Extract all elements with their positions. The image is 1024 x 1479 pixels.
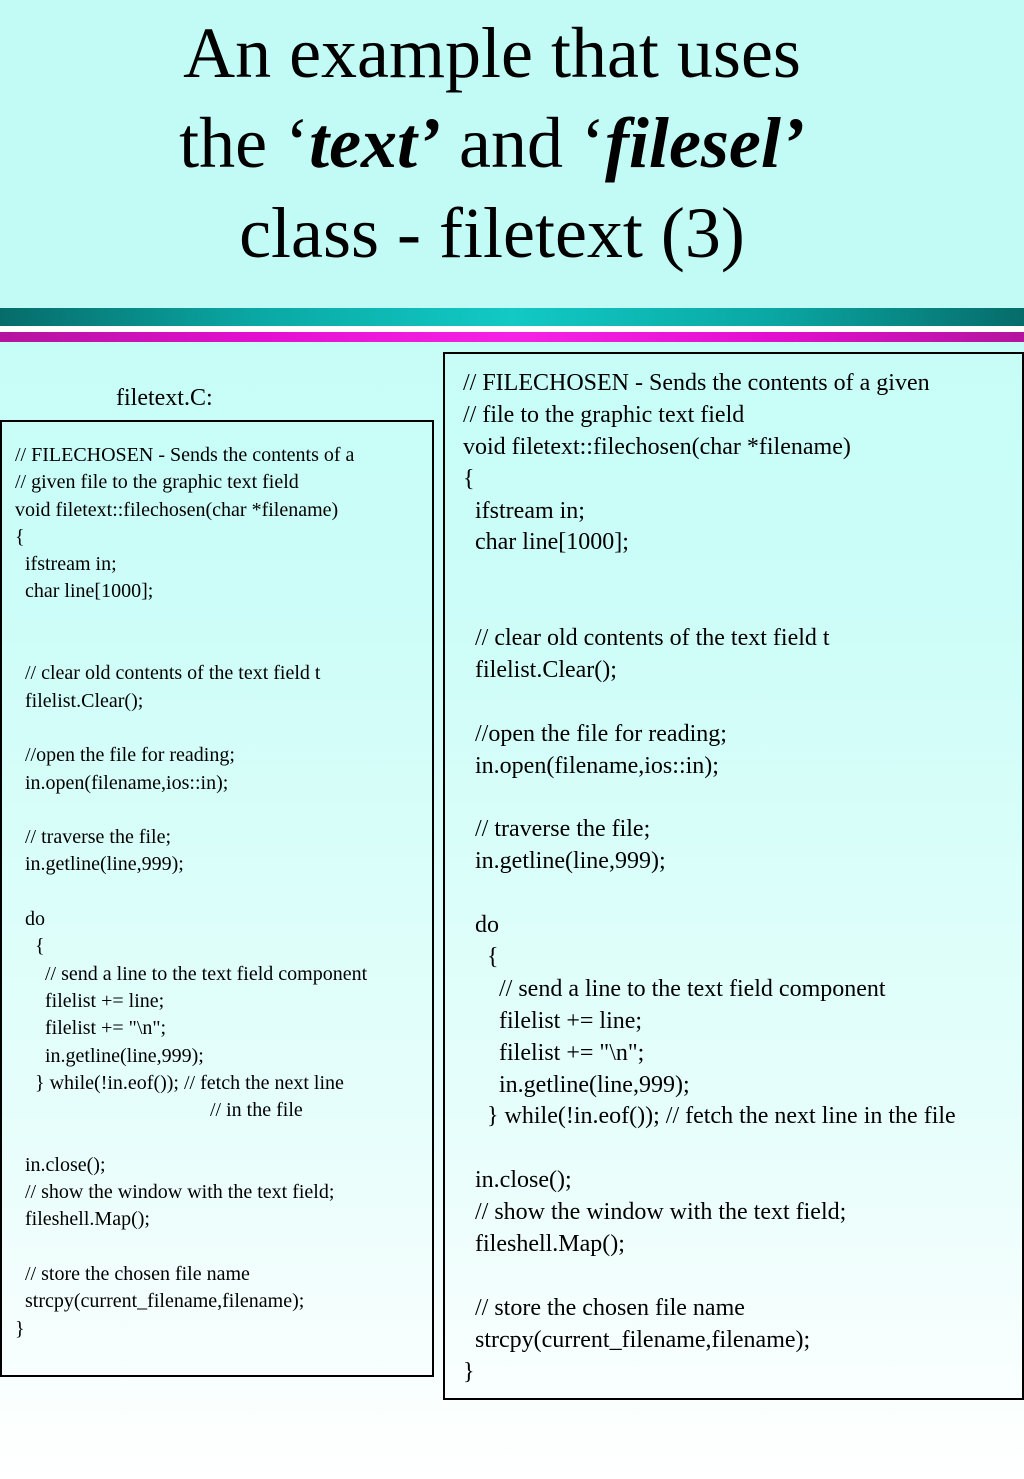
left-code-line: // send a line to the text field component — [15, 962, 368, 985]
left-code-line: { — [15, 935, 45, 958]
right-code-line: // FILECHOSEN - Sends the contents of a given — [463, 370, 930, 396]
left-code-line: filelist.Clear(); — [15, 689, 144, 712]
left-code-line: // in the file — [15, 1099, 303, 1122]
title-line-2-prefix: the ‘ — [179, 103, 310, 183]
left-code-line: // show the window with the text field; — [15, 1181, 335, 1204]
left-code-box — [0, 420, 434, 1377]
title-line-1: An example that uses — [183, 13, 801, 93]
file-label: filetext.C: — [116, 385, 213, 411]
right-code-line: filelist += line; — [463, 1007, 643, 1034]
left-code-line: // clear old contents of the text field t — [15, 662, 321, 685]
left-code-line — [15, 879, 432, 906]
left-code-line — [15, 1234, 432, 1261]
left-code-line — [15, 1124, 432, 1151]
left-code-line: filelist += line; — [15, 989, 165, 1012]
right-code-line: in.open(filename,ios::in); — [463, 752, 719, 779]
left-code-line — [15, 797, 432, 824]
title-line-3: class - filetext (3) — [239, 193, 745, 273]
right-code-line: filelist.Clear(); — [463, 657, 617, 684]
right-code-line: strcpy(current_filename,filename); — [463, 1326, 811, 1353]
left-code-line: fileshell.Map(); — [15, 1208, 150, 1231]
right-code-line — [463, 783, 1022, 815]
right-code-line: // file to the graphic text field — [463, 401, 745, 428]
right-code-line — [463, 1133, 1022, 1165]
right-code-line: { — [463, 944, 499, 971]
left-code-line: } while(!in.eof()); // fetch the next line — [15, 1071, 344, 1094]
right-code-line: ifstream in; — [463, 497, 585, 524]
right-code-line: do — [463, 912, 499, 939]
left-code-line: strcpy(current_filename,filename); — [15, 1290, 305, 1313]
left-code-line: //open the file for reading; — [15, 744, 235, 767]
right-code-line — [463, 559, 1022, 591]
right-code-line: // store the chosen file name — [463, 1294, 745, 1321]
right-code-line — [463, 878, 1022, 910]
title-area — [0, 0, 1024, 308]
right-code-line: fileshell.Map(); — [463, 1231, 625, 1258]
left-code-line — [15, 606, 432, 633]
right-code-line: // show the window with the text field; — [463, 1199, 847, 1226]
left-code-line — [15, 633, 432, 660]
left-code-line: char line[1000]; — [15, 580, 154, 603]
magenta-divider-band — [0, 332, 1024, 342]
left-code-line: in.close(); — [15, 1153, 106, 1176]
left-code-line: do — [15, 908, 45, 931]
right-code-line: filelist += "\n"; — [463, 1039, 645, 1066]
right-code-line: } while(!in.eof()); // fetch the next line in the file — [463, 1103, 956, 1130]
title-line-2-middle: and ‘ — [441, 103, 605, 183]
left-code-line: in.getline(line,999); — [15, 853, 184, 876]
left-code-line — [15, 715, 432, 742]
slide-title — [0, 8, 984, 278]
right-code-line: // clear old contents of the text field t — [463, 625, 830, 652]
left-code-line: filelist += "\n"; — [15, 1017, 167, 1040]
left-code-line: // traverse the file; — [15, 826, 172, 849]
left-code-line: // store the chosen file name — [15, 1262, 250, 1285]
left-code-line: in.open(filename,ios::in); — [15, 771, 229, 794]
right-code-line: //open the file for reading; — [463, 720, 727, 747]
right-code-line: in.close(); — [463, 1167, 572, 1194]
right-code-box — [443, 352, 1024, 1400]
left-code-line: ifstream in; — [15, 553, 117, 576]
title-keyword-text: text’ — [309, 103, 442, 183]
left-code-line: in.getline(line,999); — [15, 1044, 204, 1067]
right-code-line: { — [463, 465, 475, 492]
right-code-line: // traverse the file; — [463, 816, 651, 843]
right-code-line: char line[1000]; — [463, 529, 629, 556]
left-code-line: { — [15, 525, 25, 548]
right-code-line: } — [463, 1358, 475, 1385]
right-code-line — [463, 591, 1022, 623]
right-code-line: in.getline(line,999); — [463, 1071, 690, 1098]
right-code-line: in.getline(line,999); — [463, 848, 666, 875]
right-code-line: // send a line to the text field component — [463, 975, 886, 1002]
right-code-line — [463, 1261, 1022, 1293]
right-code-line: void filetext::filechosen(char *filename) — [463, 433, 851, 460]
title-keyword-filesel: filesel’ — [604, 103, 805, 183]
left-code-line: // given file to the graphic text field — [15, 471, 299, 494]
left-code-line: // FILECHOSEN - Sends the contents of a — [15, 444, 355, 466]
left-code-line: } — [15, 1317, 25, 1340]
teal-divider-band — [0, 308, 1024, 326]
right-code-line — [463, 687, 1022, 719]
left-code-line: void filetext::filechosen(char *filename) — [15, 498, 339, 521]
